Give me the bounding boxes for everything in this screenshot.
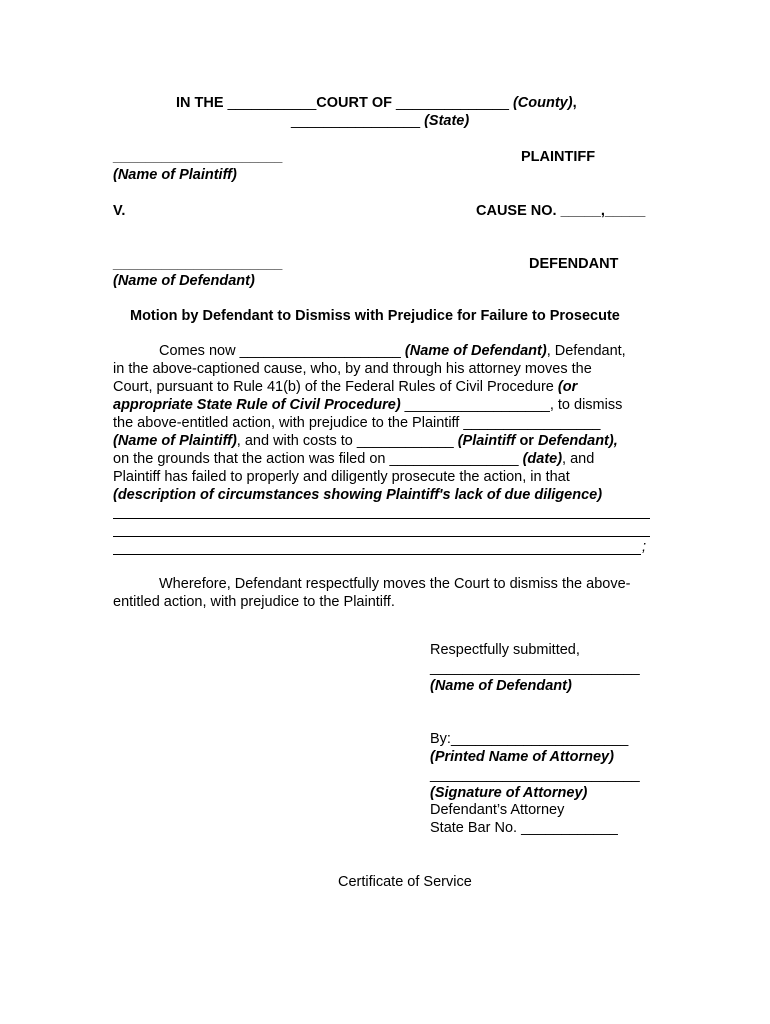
or-text: (or bbox=[557, 379, 578, 395]
plaintiff-name-label: (Name of Plaintiff) bbox=[113, 167, 237, 183]
paragraph-row: Plaintiff has failed to properly and diligently prosecute the action, in that bbox=[113, 469, 570, 485]
by-line: By:______________________ bbox=[430, 731, 629, 747]
court-name-blank: ___________ bbox=[227, 95, 317, 111]
defendant-name-line: _____________________ bbox=[113, 255, 283, 271]
plaintiff-label: PLAINTIFF bbox=[521, 149, 596, 165]
paragraph-row bbox=[113, 342, 658, 360]
defendant-signature-line: __________________________ bbox=[430, 660, 640, 676]
filed-on-text: on the grounds that the action was filed on ________________ bbox=[113, 451, 523, 467]
or-option: or bbox=[515, 433, 538, 449]
county-label: (County) bbox=[512, 95, 573, 111]
state-label: (State) bbox=[424, 113, 470, 129]
paragraph-row: in the above-captioned cause, who, by and through his attorney moves the bbox=[113, 361, 592, 377]
attorney-signature-line: __________________________ bbox=[430, 767, 640, 783]
state-blank: ________________ bbox=[291, 113, 421, 129]
versus-label: V. bbox=[113, 203, 126, 219]
paragraph-row bbox=[113, 432, 658, 450]
defendant-name-placeholder: (Name of Defendant) bbox=[404, 343, 547, 359]
court-caption-line1 bbox=[176, 94, 577, 112]
plaintiff-name-line: _____________________ bbox=[113, 148, 283, 164]
state-bar-number: State Bar No. ____________ bbox=[430, 820, 618, 836]
plaintiff-option: (Plaintiff bbox=[457, 433, 516, 449]
court-caption-line2 bbox=[291, 112, 469, 130]
certificate-of-service: Certificate of Service bbox=[338, 874, 472, 890]
caption-comma: , bbox=[572, 95, 577, 111]
court-of-text: COURT OF bbox=[316, 95, 392, 111]
date-placeholder: (date) bbox=[522, 451, 563, 467]
attorney-signature-label: (Signature of Attorney) bbox=[430, 785, 588, 801]
paragraph-row: the above-entitled action, with prejudice to the Plaintiff _________________ bbox=[113, 415, 601, 431]
motion-title: Motion by Defendant to Dismiss with Prejudice for Failure to Prosecute bbox=[130, 308, 620, 324]
motion-paragraph bbox=[113, 342, 658, 504]
blank-line bbox=[113, 518, 650, 519]
circumstances-placeholder: (description of circumstances showing Plaintiff's lack of due diligence) bbox=[113, 487, 603, 503]
rule-text: Court, pursuant to Rule 41(b) of the Federal Rules of Civil Procedure bbox=[113, 379, 558, 395]
signature-defendant-name: (Name of Defendant) bbox=[430, 678, 572, 694]
blank-line bbox=[113, 536, 650, 537]
defendant-label: DEFENDANT bbox=[529, 256, 619, 272]
comes-now-text: Comes now ____________________ bbox=[159, 343, 405, 359]
in-the-text: IN THE bbox=[176, 95, 224, 111]
attorney-role: Defendant’s Attorney bbox=[430, 802, 565, 818]
semicolon: ; bbox=[642, 539, 647, 555]
paragraph-row bbox=[113, 396, 658, 414]
county-blank: ______________ bbox=[396, 95, 509, 111]
plaintiff-name-placeholder: (Name of Plaintiff) bbox=[113, 433, 237, 449]
wherefore-line2: entitled action, with prejudice to the Plaintiff. bbox=[113, 594, 395, 610]
paragraph-row bbox=[113, 450, 658, 468]
costs-text: , and with costs to ____________ bbox=[236, 433, 458, 449]
costs-comma: , bbox=[613, 433, 618, 449]
state-rule-placeholder: appropriate State Rule of Civil Procedure) bbox=[113, 397, 401, 413]
dismiss-text: __________________, to dismiss bbox=[400, 397, 623, 413]
paragraph-row bbox=[113, 378, 658, 396]
defendant-option: Defendant) bbox=[537, 433, 614, 449]
and-text: , and bbox=[562, 451, 595, 467]
wherefore-line1: Wherefore, Defendant respectfully moves the Court to dismiss the above- bbox=[159, 576, 631, 592]
respectfully-submitted: Respectfully submitted, bbox=[430, 642, 580, 658]
defendant-name-label: (Name of Defendant) bbox=[113, 273, 255, 289]
printed-attorney-name: (Printed Name of Attorney) bbox=[430, 749, 614, 765]
defendant-suffix: , Defendant, bbox=[546, 343, 626, 359]
blank-line bbox=[113, 554, 641, 555]
cause-number: CAUSE NO. _____,_____ bbox=[476, 203, 646, 219]
